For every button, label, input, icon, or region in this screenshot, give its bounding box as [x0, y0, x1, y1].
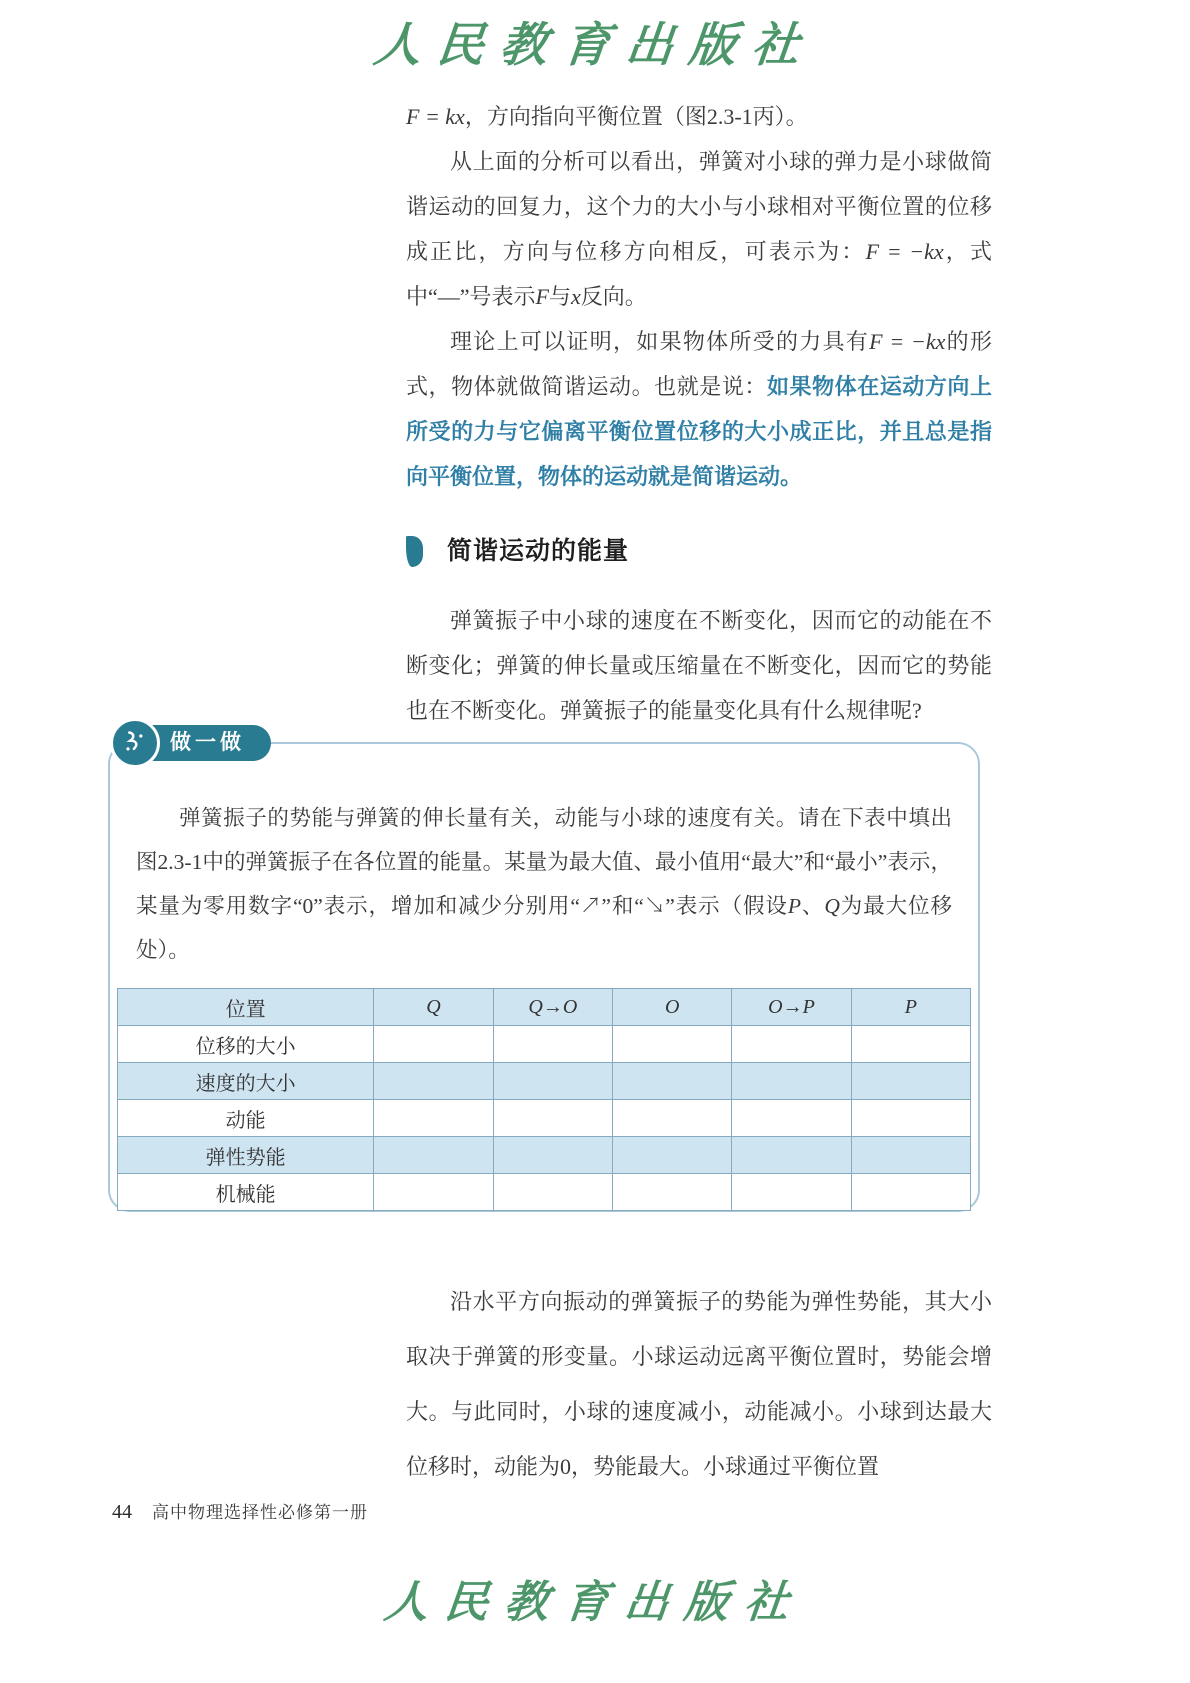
table-row-displacement — [118, 1026, 971, 1063]
math-f: F — [535, 284, 549, 309]
answer-cell — [732, 1063, 851, 1100]
math-f-neg-kx: F = −kx — [865, 239, 944, 264]
header-o: O — [613, 989, 732, 1026]
paragraph-energy-discussion: 沿水平方向振动的弹簧振子的势能为弹性势能，其大小取决于弹簧的形变量。小球运动远离平衡位置时，势能会增大。与此同时，小球的速度减小，动能减小。小球到达最大位移时，动能为0，势能最大。小球通过平衡位置 — [406, 1289, 992, 1479]
paragraph-text: 与 — [548, 284, 571, 309]
activity-badge-label: 做一做 — [144, 725, 271, 761]
answer-cell — [374, 1100, 493, 1137]
section-header — [406, 529, 992, 574]
answer-cell — [493, 1137, 612, 1174]
answer-cell — [374, 1174, 493, 1211]
math-p: P — [787, 894, 801, 918]
row-label: 位移的大小 — [118, 1026, 374, 1063]
paragraph-energy-intro: 弹簧振子中小球的速度在不断变化，因而它的动能在不断变化；弹簧的伸长量或压缩量在不断变化，因而它的势能也在不断变化。弹簧振子的能量变化具有什么规律呢? — [406, 608, 992, 723]
row-label: 机械能 — [118, 1174, 374, 1211]
answer-cell — [732, 1026, 851, 1063]
book-title: 高中物理选择性必修第一册 — [152, 1503, 368, 1522]
answer-cell — [493, 1174, 612, 1211]
table-row-speed — [118, 1063, 971, 1100]
math-f-kx: F = kx — [406, 104, 465, 129]
tool-icon — [110, 718, 160, 768]
paragraph-text: 反向。 — [580, 284, 647, 309]
table-row-kinetic-energy — [118, 1100, 971, 1137]
publisher-logo-top: 人民教育出版社 — [371, 18, 818, 73]
answer-cell — [851, 1174, 970, 1211]
key-statement-highlight: 如果物体在运动方向上所受的力与它偏离平衡位置位移的大小成正比，并且总是指向平衡位置，物体的运动就是简谐运动。 — [406, 374, 992, 489]
answer-cell — [613, 1174, 732, 1211]
paragraph-text: ，方向指向平衡位置（图2.3-1丙）。 — [464, 104, 808, 129]
row-label: 动能 — [118, 1100, 374, 1137]
paragraph-analysis — [406, 139, 992, 319]
answer-cell — [374, 1063, 493, 1100]
answer-cell — [374, 1137, 493, 1174]
activity-badge — [110, 718, 271, 768]
answer-cell — [493, 1063, 612, 1100]
table-row-mechanical-energy — [118, 1174, 971, 1211]
answer-cell — [374, 1026, 493, 1063]
answer-cell — [851, 1137, 970, 1174]
answer-cell — [613, 1100, 732, 1137]
paragraph-text: 为最大位移处）。 — [136, 894, 952, 962]
publisher-logo-bottom: 人民教育出版社 — [381, 1577, 808, 1628]
header-p: P — [851, 989, 970, 1026]
answer-cell — [493, 1100, 612, 1137]
paragraph-text: 弹簧振子的势能与弹簧的伸长量有关，动能与小球的速度有关。请在下表中填出图2.3-1中的弹簧振子在各位置的能量。某量为最大值、最小值用“最大”和“最小”表示，某量为零用数字“0”表示，增加和减少分别用“↗”和“↘”表示（假设 — [136, 806, 952, 918]
answer-cell — [851, 1100, 970, 1137]
page-number: 44 — [112, 1501, 132, 1523]
answer-cell — [493, 1026, 612, 1063]
header-q-to-o: Q→O — [493, 989, 612, 1026]
paragraph-theory — [406, 319, 992, 499]
main-text-column — [406, 94, 992, 733]
activity-box-do-it — [108, 731, 980, 1212]
answer-cell — [732, 1137, 851, 1174]
section-marker-icon — [406, 536, 423, 567]
answer-cell — [613, 1026, 732, 1063]
answer-cell — [732, 1174, 851, 1211]
table-header-row — [118, 989, 971, 1026]
paragraph-text: ，式中“—”号表示 — [406, 239, 992, 309]
header-position: 位置 — [118, 989, 374, 1026]
answer-cell — [851, 1063, 970, 1100]
math-f-neg-kx: F = −kx — [869, 329, 946, 354]
answer-cell — [613, 1063, 732, 1100]
math-q: Q — [824, 894, 840, 918]
row-label: 弹性势能 — [118, 1137, 374, 1174]
header-o-to-p: O→P — [732, 989, 851, 1026]
paragraph-restoring-force-formula — [406, 94, 992, 139]
activity-instructions — [110, 744, 978, 972]
header-q: Q — [374, 989, 493, 1026]
answer-cell — [732, 1100, 851, 1137]
answer-cell — [613, 1137, 732, 1174]
paragraph-text: 理论上可以证明，如果物体所受的力具有 — [450, 329, 870, 354]
section-title: 简谐运动的能量 — [447, 537, 630, 565]
math-x: x — [571, 284, 581, 309]
row-label: 速度的大小 — [118, 1063, 374, 1100]
table-row-elastic-pe — [118, 1137, 971, 1174]
answer-cell — [851, 1026, 970, 1063]
energy-table — [117, 988, 971, 1211]
paragraph-text: 、 — [801, 894, 825, 918]
page-footer — [112, 1498, 368, 1524]
paragraph-text: 从上面的分析可以看出，弹簧对小球的弹力是小球做简谐运动的回复力，这个力的大小与小球相对平衡位置的位移成正比，方向与位移方向相反，可表示为： — [406, 149, 992, 264]
paragraph-text: 的形式，物体就做简谐运动。也就是说： — [406, 329, 992, 399]
